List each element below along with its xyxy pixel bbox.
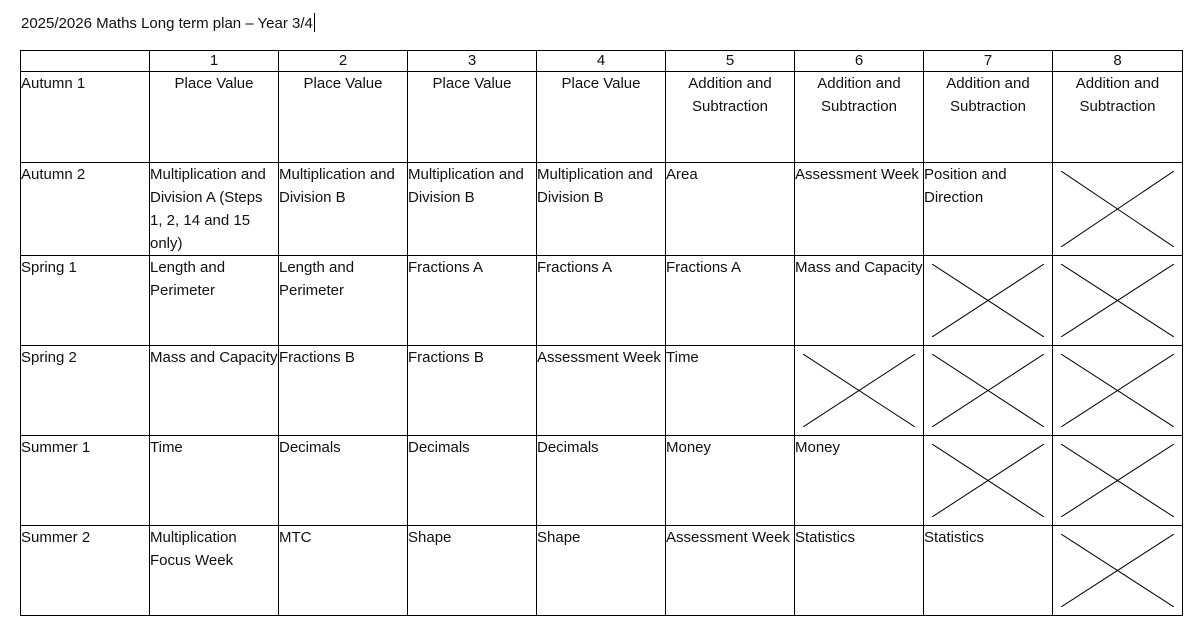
document-title[interactable]	[21, 13, 315, 34]
document-title-text: 2025/2026 Maths Long term plan – Year 3/4	[21, 15, 313, 32]
week-header: 4	[537, 51, 666, 72]
term-label: Summer 2	[21, 526, 150, 616]
topic-cell: Multiplication and Division B	[408, 163, 537, 256]
table-row-summer-2	[21, 526, 1183, 616]
topic-cell: Money	[795, 436, 924, 526]
topic-cell: Fractions A	[666, 256, 795, 346]
table-row-summer-1	[21, 436, 1183, 526]
topic-cell: Assessment Week	[537, 346, 666, 436]
cross-mark-icon	[932, 444, 1044, 517]
topic-cell: Addition and Subtraction	[795, 72, 924, 163]
week-header: 3	[408, 51, 537, 72]
topic-cell: Addition and Subtraction	[924, 72, 1053, 163]
cross-mark-icon	[1061, 264, 1174, 337]
crossed-out-cell	[924, 346, 1053, 436]
cross-mark-icon	[932, 354, 1044, 427]
crossed-out-cell	[924, 256, 1053, 346]
week-header: 6	[795, 51, 924, 72]
topic-cell: Place Value	[279, 72, 408, 163]
table-row-autumn-1	[21, 72, 1183, 163]
long-term-plan-table	[20, 50, 1183, 616]
cross-mark-icon	[932, 264, 1044, 337]
week-header: 7	[924, 51, 1053, 72]
cross-mark-icon	[1061, 534, 1174, 607]
crossed-out-cell	[924, 436, 1053, 526]
week-header: 5	[666, 51, 795, 72]
topic-cell: Multiplication and Division B	[537, 163, 666, 256]
topic-cell: Statistics	[795, 526, 924, 616]
term-label: Spring 1	[21, 256, 150, 346]
text-cursor	[314, 13, 315, 32]
term-label: Spring 2	[21, 346, 150, 436]
topic-cell: Assessment Week	[795, 163, 924, 256]
topic-cell: Assessment Week	[666, 526, 795, 616]
topic-cell: Money	[666, 436, 795, 526]
cross-mark-icon	[1061, 444, 1174, 517]
crossed-out-cell	[1053, 346, 1183, 436]
topic-cell: Fractions B	[279, 346, 408, 436]
week-header: 2	[279, 51, 408, 72]
table-row-spring-1	[21, 256, 1183, 346]
term-label: Summer 1	[21, 436, 150, 526]
topic-cell: Place Value	[150, 72, 279, 163]
crossed-out-cell	[1053, 163, 1183, 256]
topic-cell: Shape	[537, 526, 666, 616]
topic-cell: Fractions A	[537, 256, 666, 346]
topic-cell: Decimals	[408, 436, 537, 526]
topic-cell: Multiplication Focus Week	[150, 526, 279, 616]
topic-cell: Area	[666, 163, 795, 256]
topic-cell: Addition and Subtraction	[1053, 72, 1183, 163]
header-row	[21, 51, 1183, 72]
table-row-spring-2	[21, 346, 1183, 436]
topic-cell: Decimals	[537, 436, 666, 526]
crossed-out-cell	[1053, 526, 1183, 616]
topic-cell: Place Value	[408, 72, 537, 163]
cross-mark-icon	[1061, 354, 1174, 427]
topic-cell: Length and Perimeter	[279, 256, 408, 346]
topic-cell: Time	[666, 346, 795, 436]
topic-cell: Time	[150, 436, 279, 526]
table-row-autumn-2	[21, 163, 1183, 256]
topic-cell: Position and Direction	[924, 163, 1053, 256]
cross-mark-icon	[803, 354, 915, 427]
topic-cell: Decimals	[279, 436, 408, 526]
topic-cell: Fractions B	[408, 346, 537, 436]
crossed-out-cell	[1053, 436, 1183, 526]
topic-cell: Length and Perimeter	[150, 256, 279, 346]
crossed-out-cell	[1053, 256, 1183, 346]
header-corner-cell	[21, 51, 150, 72]
cross-mark-icon	[1061, 171, 1174, 247]
crossed-out-cell	[795, 346, 924, 436]
topic-cell: Statistics	[924, 526, 1053, 616]
term-label: Autumn 1	[21, 72, 150, 163]
topic-cell: Multiplication and Division B	[279, 163, 408, 256]
topic-cell: MTC	[279, 526, 408, 616]
term-label: Autumn 2	[21, 163, 150, 256]
topic-cell: Fractions A	[408, 256, 537, 346]
topic-cell: Place Value	[537, 72, 666, 163]
topic-cell: Mass and Capacity	[795, 256, 924, 346]
week-header: 8	[1053, 51, 1183, 72]
week-header: 1	[150, 51, 279, 72]
topic-cell: Shape	[408, 526, 537, 616]
topic-cell: Mass and Capacity	[150, 346, 279, 436]
topic-cell: Addition and Subtraction	[666, 72, 795, 163]
topic-cell: Multiplication and Division A (Steps 1, 2, 14 and 15 only)	[150, 163, 279, 256]
